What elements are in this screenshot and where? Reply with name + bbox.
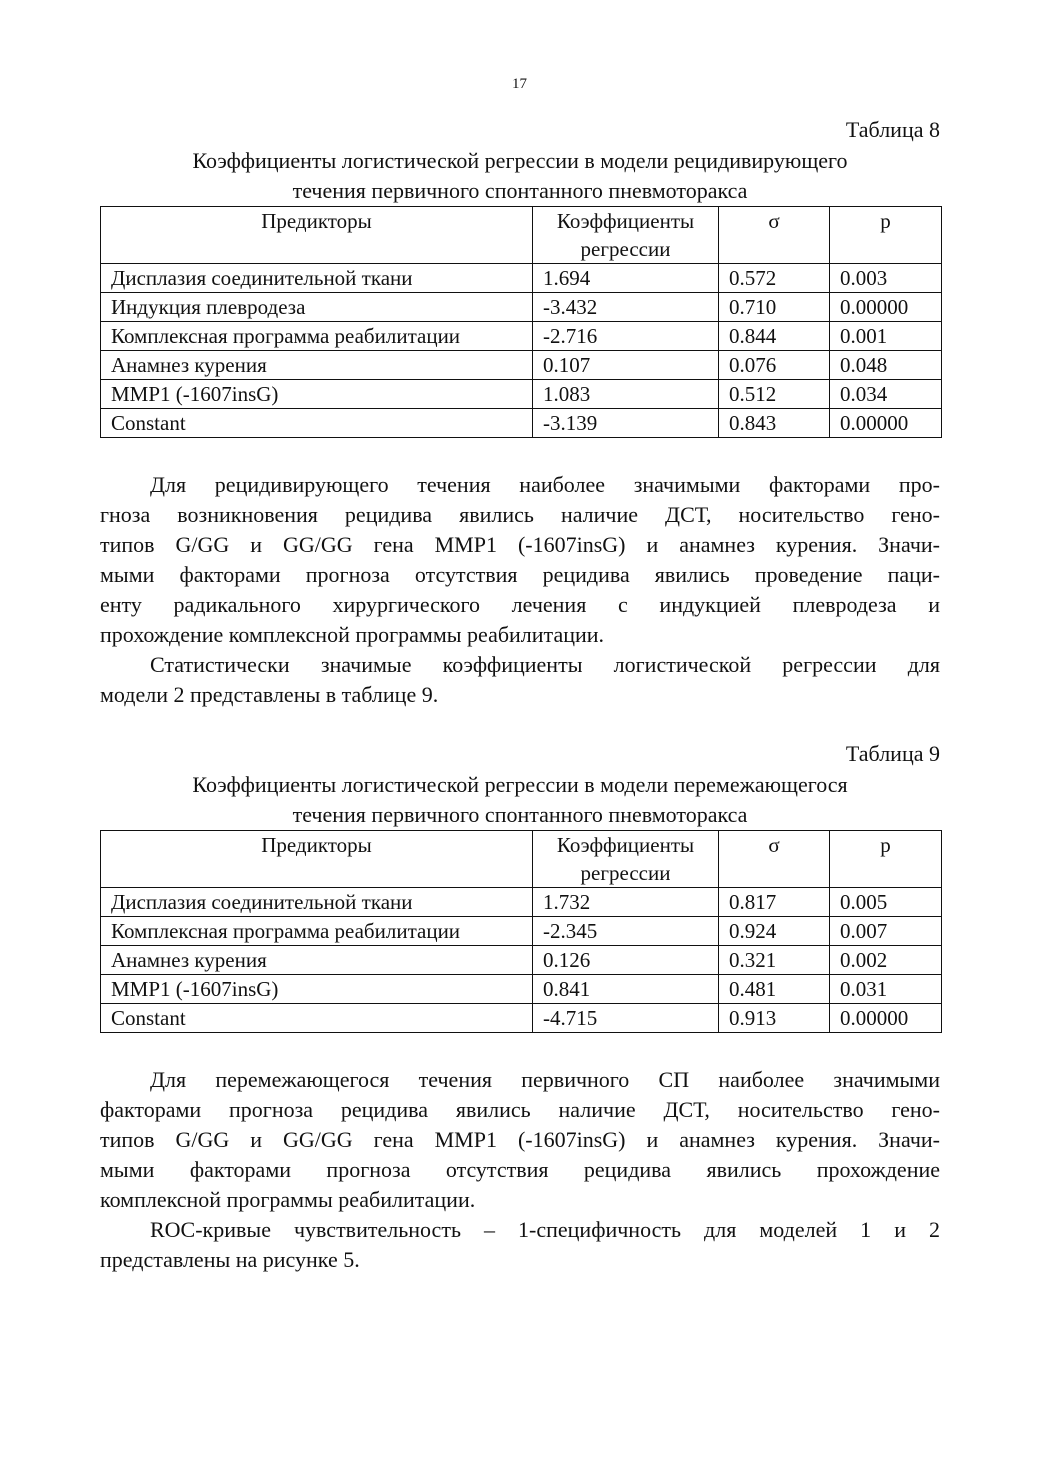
cell-coef: 1.083 [533, 380, 719, 409]
table-row [101, 351, 942, 380]
table-row [101, 975, 942, 1004]
cell-p: 0.00000 [830, 409, 942, 438]
cell-p: 0.034 [830, 380, 942, 409]
paragraph-line: мыми факторами прогноза отсутствия рецидива явились прохождение [100, 1157, 940, 1182]
table9-title-line1: Коэффициенты логистической регрессии в модели перемежающегося [192, 772, 848, 797]
paragraph-1 [100, 470, 940, 650]
cell-coef: 1.694 [533, 264, 719, 293]
paragraph-line: Для рецидивирующего течения наиболее значимыми факторами про- [150, 472, 940, 497]
cell-sigma: 0.924 [719, 917, 830, 946]
table-row [101, 946, 942, 975]
header-p: p [830, 831, 942, 888]
paragraph-line: модели 2 представлены в таблице 9. [100, 682, 439, 707]
cell-coef: -2.345 [533, 917, 719, 946]
header-predictors: Предикторы [101, 207, 533, 264]
cell-sigma: 0.572 [719, 264, 830, 293]
cell-sigma: 0.481 [719, 975, 830, 1004]
cell-sigma: 0.817 [719, 888, 830, 917]
cell-sigma: 0.913 [719, 1004, 830, 1033]
paragraph-2 [100, 650, 940, 710]
header-coefficients-line1: Коэффициенты [556, 833, 695, 857]
cell-sigma: 0.512 [719, 380, 830, 409]
cell-predictor: Комплексная программа реабилитации [101, 322, 533, 351]
paragraph-line: типов G/GG и GG/GG гена MMP1 (-1607insG) и анамнез курения. Значи- [100, 532, 940, 557]
paragraph-line: типов G/GG и GG/GG гена MMP1 (-1607insG) и анамнез курения. Значи- [100, 1127, 940, 1152]
cell-coef: 0.126 [533, 946, 719, 975]
table8-header-row [101, 207, 942, 264]
header-sigma: σ [719, 831, 830, 888]
cell-sigma: 0.710 [719, 293, 830, 322]
cell-predictor: MMP1 (-1607insG) [101, 380, 533, 409]
cell-p: 0.00000 [830, 1004, 942, 1033]
paragraph-line: Статистически значимые коэффициенты логистической регрессии для [150, 652, 940, 677]
paragraph-line: комплексной программы реабилитации. [100, 1187, 476, 1212]
cell-predictor: Комплексная программа реабилитации [101, 917, 533, 946]
cell-predictor: Анамнез курения [101, 351, 533, 380]
table-row [101, 322, 942, 351]
cell-coef: 1.732 [533, 888, 719, 917]
cell-sigma: 0.076 [719, 351, 830, 380]
header-coefficients-line2: регрессии [580, 861, 671, 885]
table-row [101, 917, 942, 946]
cell-predictor: Constant [101, 1004, 533, 1033]
paragraph-line: гноза возникновения рецидива явились наличие ДСТ, носительство гено- [100, 502, 940, 527]
header-coefficients-line2: регрессии [580, 237, 671, 261]
cell-p: 0.048 [830, 351, 942, 380]
paragraph-line: представлены на рисунке 5. [100, 1247, 360, 1272]
cell-predictor: Дисплазия соединительной ткани [101, 264, 533, 293]
cell-coef: -3.432 [533, 293, 719, 322]
cell-p: 0.002 [830, 946, 942, 975]
cell-predictor: Анамнез курения [101, 946, 533, 975]
header-sigma: σ [719, 207, 830, 264]
table9-title-line2: течения первичного спонтанного пневмоторакса [292, 802, 748, 827]
cell-p: 0.003 [830, 264, 942, 293]
table8 [100, 206, 942, 438]
cell-predictor: Constant [101, 409, 533, 438]
table-row [101, 380, 942, 409]
paragraph-line: прохождение комплексной программы реабилитации. [100, 622, 605, 647]
cell-sigma: 0.844 [719, 322, 830, 351]
page-number: 17 [512, 76, 527, 92]
cell-predictor: Дисплазия соединительной ткани [101, 888, 533, 917]
cell-predictor: Индукция плевродеза [101, 293, 533, 322]
cell-sigma: 0.321 [719, 946, 830, 975]
cell-p: 0.005 [830, 888, 942, 917]
cell-sigma: 0.843 [719, 409, 830, 438]
cell-p: 0.007 [830, 917, 942, 946]
table8-title-line1: Коэффициенты логистической регрессии в модели рецидивирующего [192, 148, 848, 173]
cell-predictor: MMP1 (-1607insG) [101, 975, 533, 1004]
header-p: p [830, 207, 942, 264]
table-row [101, 264, 942, 293]
table-row [101, 409, 942, 438]
paragraph-4 [100, 1215, 940, 1275]
paragraph-line: ROC-кривые чувствительность – 1-специфичность для моделей 1 и 2 [150, 1217, 940, 1242]
paragraph-line: мыми факторами прогноза отсутствия рецидива явились проведение паци- [100, 562, 940, 587]
table-row [101, 293, 942, 322]
header-coefficients [533, 207, 719, 264]
header-coefficients [533, 831, 719, 888]
table8-label: Таблица 8 [845, 117, 940, 142]
paragraph-3 [100, 1065, 940, 1215]
header-predictors: Предикторы [101, 831, 533, 888]
header-coefficients-line1: Коэффициенты [556, 209, 695, 233]
paragraph-line: енту радикального хирургического лечения с индукцией плевродеза и [100, 592, 940, 617]
cell-p: 0.031 [830, 975, 942, 1004]
cell-coef: 0.107 [533, 351, 719, 380]
table-row [101, 888, 942, 917]
cell-coef: -2.716 [533, 322, 719, 351]
cell-coef: -3.139 [533, 409, 719, 438]
cell-coef: 0.841 [533, 975, 719, 1004]
table-row [101, 1004, 942, 1033]
table8-title-line2: течения первичного спонтанного пневмоторакса [292, 178, 748, 203]
cell-p: 0.001 [830, 322, 942, 351]
cell-p: 0.00000 [830, 293, 942, 322]
paragraph-line: Для перемежающегося течения первичного СП наиболее значимыми [150, 1067, 940, 1092]
table9 [100, 830, 942, 1033]
paragraph-line: факторами прогноза рецидива явились наличие ДСТ, носительство гено- [100, 1097, 940, 1122]
cell-coef: -4.715 [533, 1004, 719, 1033]
table9-header-row [101, 831, 942, 888]
table9-label: Таблица 9 [845, 741, 940, 766]
